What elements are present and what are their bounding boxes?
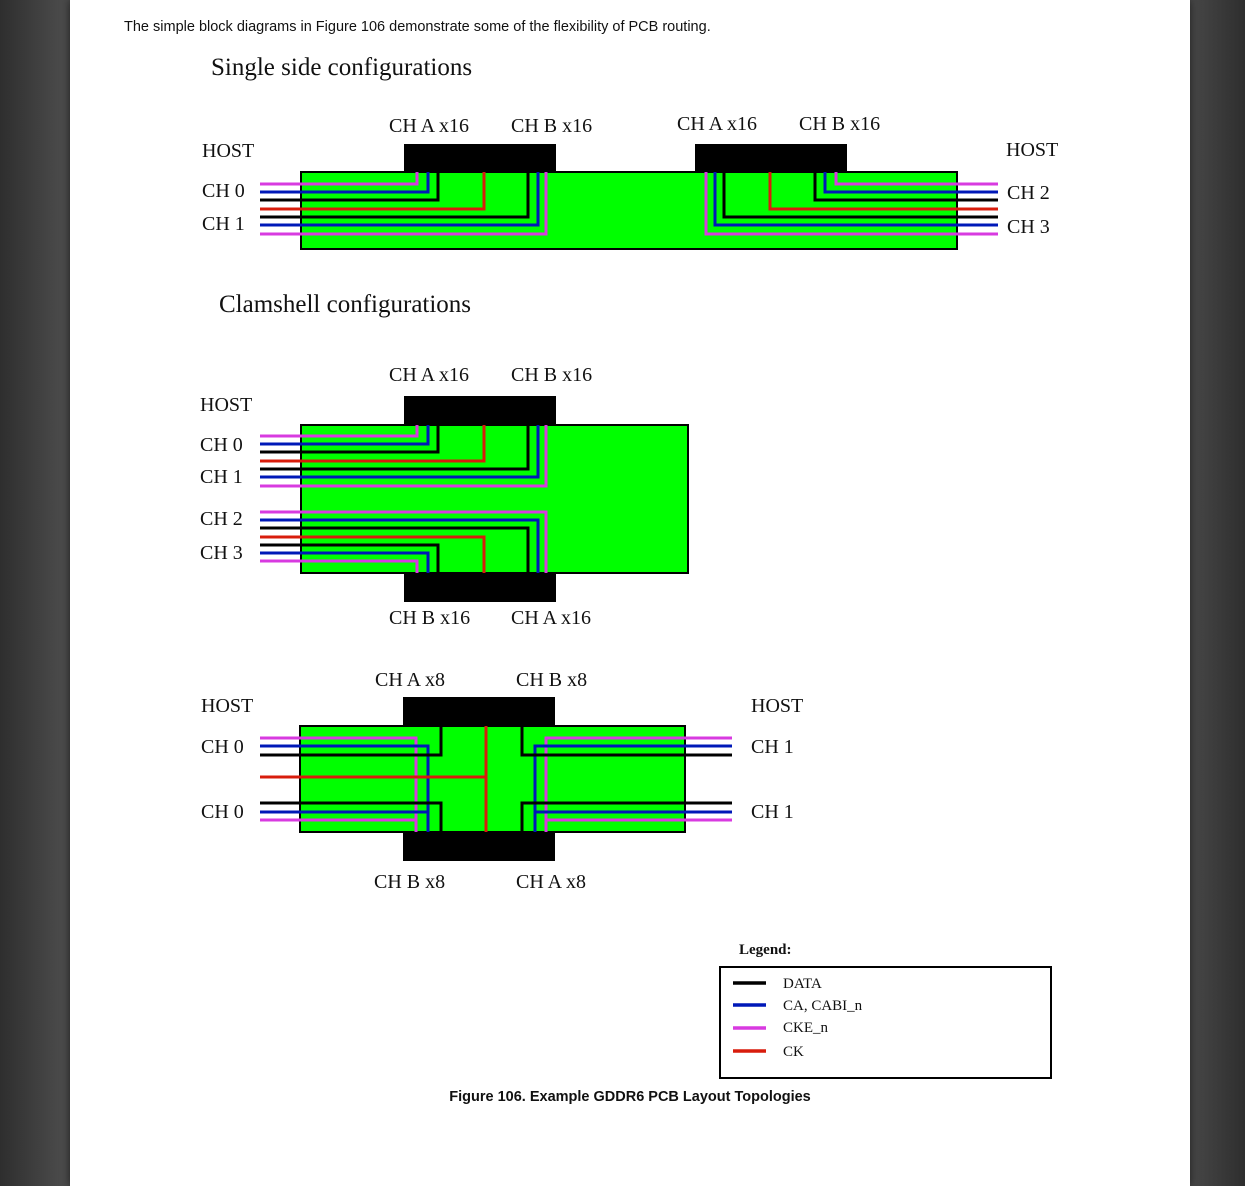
- diagram-single-side: [202, 113, 1058, 249]
- dram-channel-label: CH B x16: [511, 115, 593, 137]
- diagram-clamshell-x16: [200, 364, 688, 629]
- intro-paragraph: The simple block diagrams in Figure 106 demonstrate some of the flexibility of PCB routing.: [124, 19, 711, 35]
- legend: [720, 942, 1051, 1078]
- dram-chip-top: [404, 396, 556, 425]
- figure-caption: Figure 106. Example GDDR6 PCB Layout Topologies: [449, 1089, 811, 1105]
- channel-label: CH 2: [1007, 182, 1050, 204]
- pcb-topology-figure: [70, 0, 1190, 1186]
- host-label-right: HOST: [1006, 139, 1059, 161]
- dram-channel-label: CH A x8: [516, 871, 587, 893]
- section-title-clamshell: Clamshell configurations: [219, 291, 472, 318]
- pcb-board: [301, 425, 688, 573]
- dram-channel-label: CH B x8: [374, 871, 446, 893]
- channel-label: CH 1: [202, 213, 245, 235]
- channel-label: CH 1: [751, 801, 794, 823]
- dram-channel-label: CH B x8: [516, 669, 588, 691]
- dram-chip-bottom: [404, 573, 556, 602]
- dram-channel-label: CH A x16: [389, 364, 470, 386]
- dram-channel-label: CH B x16: [511, 364, 593, 386]
- channel-label: CH 0: [200, 434, 243, 456]
- document-page: [70, 0, 1190, 1186]
- host-label-left: HOST: [202, 140, 255, 162]
- section-title-single-side: Single side configurations: [211, 54, 473, 81]
- dram-channel-label: CH B x16: [389, 607, 471, 629]
- dram-chip-1: [404, 144, 556, 172]
- host-label-left: HOST: [201, 695, 254, 717]
- channel-label: CH 0: [201, 801, 244, 823]
- dram-chip-bottom: [403, 832, 555, 861]
- legend-label: CK: [783, 1044, 804, 1060]
- channel-label: CH 2: [200, 508, 243, 530]
- host-label: HOST: [200, 394, 253, 416]
- channel-label: CH 3: [200, 542, 243, 564]
- channel-label: CH 0: [201, 736, 244, 758]
- channel-label: CH 1: [200, 466, 243, 488]
- legend-title: Legend:: [739, 942, 792, 958]
- dram-channel-label: CH A x16: [511, 607, 592, 629]
- host-label-right: HOST: [751, 695, 804, 717]
- legend-label: CA, CABI_n: [783, 998, 863, 1014]
- legend-box: [720, 967, 1051, 1078]
- dram-channel-label: CH A x8: [375, 669, 446, 691]
- dram-channel-label: CH A x16: [677, 113, 758, 135]
- channel-label: CH 3: [1007, 216, 1050, 238]
- dram-channel-label: CH B x16: [799, 113, 881, 135]
- channel-label: CH 0: [202, 180, 245, 202]
- legend-label: CKE_n: [783, 1020, 828, 1036]
- legend-label: DATA: [783, 976, 822, 992]
- pcb-board: [300, 726, 685, 832]
- dram-channel-label: CH A x16: [389, 115, 470, 137]
- channel-label: CH 1: [751, 736, 794, 758]
- dram-chip-top: [403, 697, 555, 726]
- diagram-clamshell-x8: [201, 669, 803, 893]
- dram-chip-2: [695, 144, 847, 172]
